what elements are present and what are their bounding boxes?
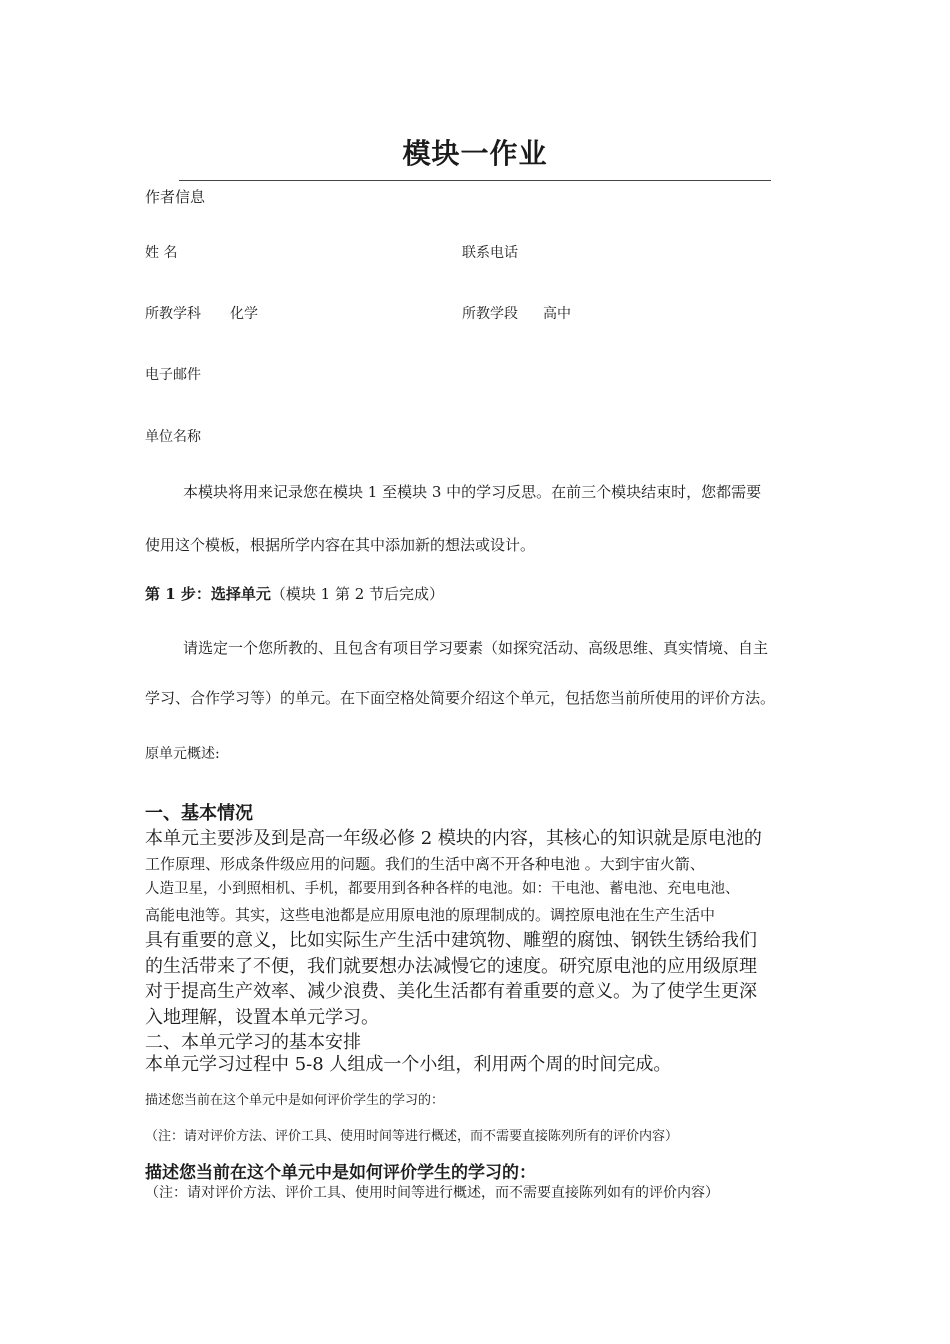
email-label: 电子邮件 <box>145 367 201 383</box>
org-label: 单位名称 <box>145 429 201 445</box>
author-info-heading: 作者信息 <box>145 188 206 206</box>
section2-title: 二、本单元学习的基本安排 <box>145 1032 361 1053</box>
body-line: 对于提高生产效率、减少浪费、美化生活都有着重要的意义。为了使学生更深 <box>145 981 757 1002</box>
step1-heading-bold: 第 1 步：选择单元 <box>145 585 271 603</box>
body-line: 具有重要的意义，比如实际生产生活中建筑物、雕塑的腐蚀、钢铁生锈给我们 <box>145 930 757 951</box>
phone-label: 联系电话 <box>462 245 518 261</box>
grade-label: 所教学段 <box>462 306 518 322</box>
intro-line-2: 使用这个模板，根据所学内容在其中添加新的想法或设计。 <box>145 536 536 554</box>
title-underline <box>179 180 771 181</box>
step1-heading-note: （模块 1 第 2 节后完成） <box>270 585 445 603</box>
original-overview-label: 原单元概述: <box>145 746 220 762</box>
page-title: 模块一作业 <box>402 137 548 170</box>
section2-text: 本单元学习过程中 5-8 人组成一个小组，利用两个周的时间完成。 <box>145 1054 672 1075</box>
section1-title: 一、基本情况 <box>145 803 253 824</box>
step1-line-2: 学习、合作学习等）的单元。在下面空格处简要介绍这个单元，包括您当前所使用的评价方法。 <box>145 689 776 707</box>
body-line: 高能电池等。其实，这些电池都是应用原电池的原理制成的。调控原电池在生产生活中 <box>145 905 716 924</box>
body-line: 人造卫星，小到照相机、手机，都要用到各种各样的电池。如：干电池、蓄电池、充电电池、 <box>145 881 740 897</box>
assessment-note-small: （注：请对评价方法、评价工具、使用时间等进行概述，而不需要直接陈列所有的评价内容） <box>145 1129 679 1144</box>
step1-heading <box>145 583 444 604</box>
assessment-prompt-bold: 描述您当前在这个单元中是如何评价学生的学习的： <box>145 1163 536 1183</box>
body-line: 的生活带来了不便，我们就要想办法减慢它的速度。研究原电池的应用级原理 <box>145 955 757 977</box>
subject-value: 化学 <box>230 306 258 322</box>
body-line: 本单元主要涉及到是高一年级必修 2 模块的内容，其核心的知识就是原电池的 <box>145 828 762 849</box>
grade-value: 高中 <box>543 306 571 322</box>
step1-line-1: 请选定一个您所教的、且包含有项目学习要素（如探究活动、高级思维、真实情境、自主 <box>183 639 769 657</box>
intro-line-1: 本模块将用来记录您在模块 1 至模块 3 中的学习反思。在前三个模块结束时，您都需要 <box>183 483 762 501</box>
assessment-prompt-small: 描述您当前在这个单元中是如何评价学生的学习的： <box>145 1093 445 1108</box>
body-line: 入地理解，设置本单元学习。 <box>145 1006 379 1028</box>
subject-label: 所教学科 <box>145 306 201 322</box>
name-label: 姓 名 <box>145 245 178 261</box>
section1-body <box>145 826 762 1030</box>
assessment-note-bold: （注：请对评价方法、评价工具、使用时间等进行概述，而不需要直接陈列如有的评价内容） <box>145 1185 719 1201</box>
body-line: 工作原理、形成条件级应用的问题。我们的生活中离不开各种电池 。大到宇宙火箭、 <box>145 854 705 873</box>
